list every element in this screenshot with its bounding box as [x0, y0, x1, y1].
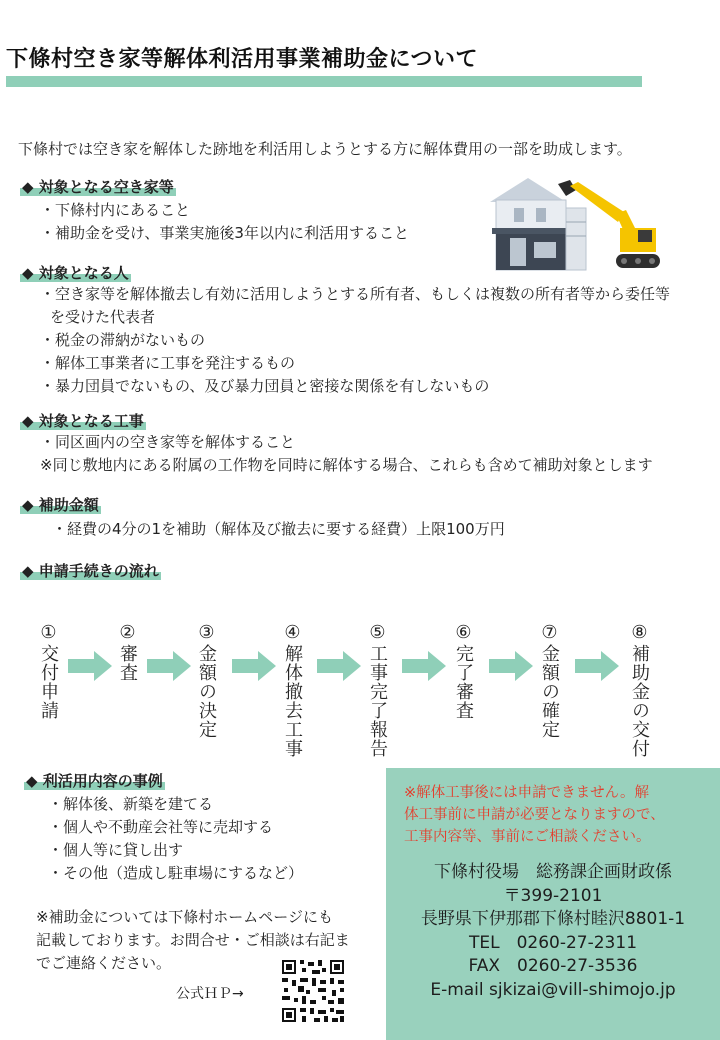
page-title: 下條村空き家等解体利活用事業補助金について: [6, 47, 479, 72]
section-subsidy-amount: [20, 494, 505, 541]
note-line: 記載しております。お問合せ・ご相談は右記ま: [36, 931, 350, 949]
section-heading: ◆ 補助金額: [22, 496, 99, 514]
warning-line: ※解体工事後には申請できません。解: [404, 785, 650, 801]
flow-step-4: ④解体撤去工事: [282, 622, 303, 758]
arrow-right-icon: [317, 651, 361, 681]
flow-step-1: ①交付申請: [38, 622, 59, 720]
arrow-right-icon: [147, 651, 191, 681]
list-item: ・個人等に貸し出す: [48, 841, 184, 859]
note-line: ※補助金については下條村ホームページにも: [36, 908, 333, 926]
warning-line: 工事内容等、事前にご相談ください。: [404, 829, 651, 845]
list-item: を受けた代表者: [50, 308, 156, 326]
list-item: ・解体工事業者に工事を発注するもの: [40, 354, 296, 372]
warning-line: 体工事前に申請が必要となりますので、: [404, 807, 665, 823]
list-item: ・同区画内の空き家等を解体すること: [40, 433, 296, 451]
list-item: ・下條村内にあること: [40, 201, 191, 219]
list-item: ・個人や不動産会社等に売却する: [48, 818, 274, 836]
flow-step-2: ②審査: [117, 622, 138, 682]
tel[interactable]: TEL 0260-27-2311: [468, 932, 638, 953]
arrow-right-icon: [232, 651, 276, 681]
address: 長野県下伊那郡下條村睦沢8801-1: [420, 909, 686, 929]
list-item: ・税金の滞納がないもの: [40, 331, 206, 349]
section-usage-examples: [24, 770, 303, 885]
intro-text: 下條村では空き家を解体した跡地を利活用しようとする方に解体費用の一部を助成します。: [18, 140, 632, 158]
contact-box: [386, 768, 720, 1040]
section-target-works: [20, 410, 653, 477]
section-heading: ◆ 対象となる工事: [22, 412, 144, 430]
section-application-flow: [20, 560, 161, 581]
section-heading: ◆ 対象となる人: [22, 264, 129, 282]
contact-info: [386, 861, 720, 1002]
note-line: でご連絡ください。: [36, 954, 172, 972]
section-heading: ◆ 対象となる空き家等: [22, 178, 174, 196]
section-target-persons: [20, 262, 670, 398]
title-underline-bar: [6, 76, 642, 87]
flow-step-7: ⑦金額の確定: [539, 622, 560, 739]
list-item: ・その他（造成し駐車場にするなど）: [48, 864, 304, 882]
list-item: ・解体後、新築を建てる: [48, 795, 214, 813]
qr-code-icon[interactable]: [280, 958, 346, 1024]
email[interactable]: E-mail sjkizai@vill-shimojo.jp: [430, 979, 676, 1000]
official-hp-label: 公式ＨＰ→: [176, 986, 244, 1002]
office-name: 下條村役場 総務課企画財政係: [434, 862, 672, 882]
arrow-right-icon: [489, 651, 533, 681]
list-item: ・補助金を受け、事業実施後3年以内に利活用すること: [40, 224, 409, 242]
demolition-illustration: [488, 172, 664, 272]
arrow-right-icon: [68, 651, 112, 681]
flow-step-5: ⑤工事完了報告: [367, 622, 388, 758]
flow-step-8: ⑧補助金の交付: [629, 622, 650, 758]
flow-step-3: ③金額の決定: [196, 622, 217, 739]
flow-step-6: ⑥完了審査: [453, 622, 474, 720]
list-item: ※同じ敷地内にある附属の工作物を同時に解体する場合、これらも含めて補助対象とします: [40, 456, 653, 474]
warning-block: [386, 768, 720, 848]
list-item: ・空き家等を解体撤去し有効に活用しようとする所有者、もしくは複数の所有者等から委任等: [40, 285, 671, 303]
section-target-buildings: [20, 176, 409, 245]
list-item: ・経費の4分の1を補助（解体及び撤去に要する経費）上限100万円: [52, 520, 505, 538]
list-item: ・暴力団員でないもの、及び暴力団員と密接な関係を有しないもの: [40, 377, 490, 395]
arrow-right-icon: [402, 651, 446, 681]
fax: FAX 0260-27-3536: [468, 956, 638, 976]
section-heading: ◆ 利活用内容の事例: [26, 772, 163, 790]
postal-code: 〒399-2101: [503, 885, 603, 906]
arrow-right-icon: [575, 651, 619, 681]
section-heading: ◆ 申請手続きの流れ: [22, 562, 159, 580]
